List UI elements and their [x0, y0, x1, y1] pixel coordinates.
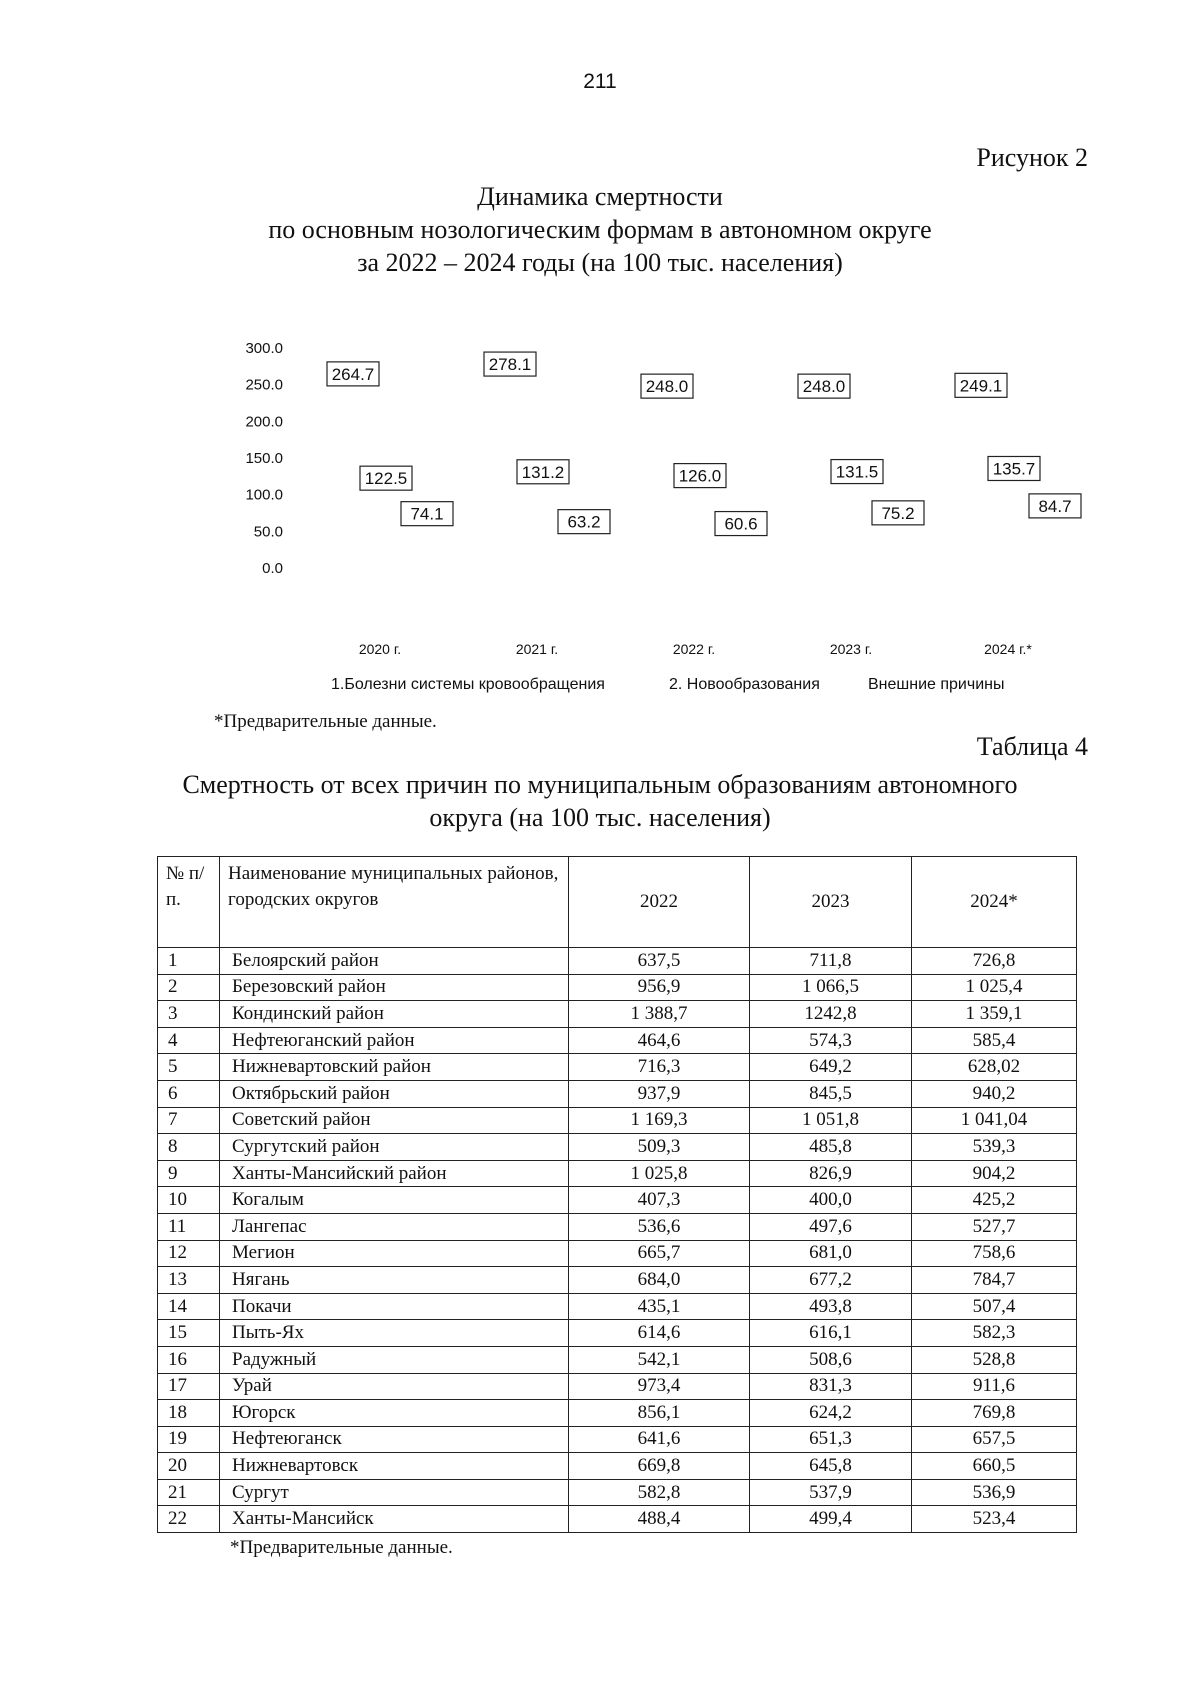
legend-entry: Внешние причины: [868, 676, 1005, 693]
value-2024: 527,7: [912, 1213, 1077, 1240]
row-number: 20: [158, 1453, 220, 1480]
page-number: 211: [583, 70, 617, 93]
y-tick-label: 150.0: [245, 450, 283, 467]
value-2023: 826,9: [750, 1160, 912, 1187]
value-2022: 669,8: [569, 1453, 750, 1480]
table-row: [158, 1027, 1077, 1054]
figure-label: Рисунок 2: [976, 143, 1088, 172]
row-number: 6: [158, 1080, 220, 1107]
value-2023: 485,8: [750, 1134, 912, 1161]
value-2023: 677,2: [750, 1267, 912, 1294]
y-axis: [245, 340, 283, 577]
data-label: 249.1: [959, 376, 1003, 396]
municipality-name: Пыть-Ях: [220, 1320, 569, 1347]
row-number: 13: [158, 1267, 220, 1294]
value-2024: 1 041,04: [912, 1107, 1077, 1134]
table-footnote: *Предварительные данные.: [230, 1537, 453, 1558]
table-row: [158, 1373, 1077, 1400]
mortality-chart: [0, 320, 1200, 700]
x-category-label: 2023 г.: [829, 641, 873, 657]
data-point: [715, 512, 767, 536]
data-point: [484, 352, 536, 376]
value-2022: 684,0: [569, 1267, 750, 1294]
table-row: [158, 1080, 1077, 1107]
x-category-label: 2021 г.: [515, 641, 559, 657]
value-2024: 904,2: [912, 1160, 1077, 1187]
value-2023: 574,3: [750, 1027, 912, 1054]
value-2023: 651,3: [750, 1426, 912, 1453]
table-row: [158, 1479, 1077, 1506]
municipality-name: Покачи: [220, 1293, 569, 1320]
value-2023: 497,6: [750, 1213, 912, 1240]
header-2022: 2022: [569, 857, 750, 948]
x-category-label: 2020 г.: [358, 641, 402, 657]
header-2024: 2024*: [912, 857, 1077, 948]
x-axis: [359, 641, 1033, 657]
value-2022: 582,8: [569, 1479, 750, 1506]
data-label: 126.0: [678, 466, 722, 486]
table-row: [158, 1506, 1077, 1533]
data-label: 248.0: [802, 377, 846, 397]
value-2023: 649,2: [750, 1054, 912, 1081]
value-2024: 1 025,4: [912, 974, 1077, 1001]
value-2024: 660,5: [912, 1453, 1077, 1480]
row-number: 17: [158, 1373, 220, 1400]
y-tick-label: 250.0: [245, 376, 283, 394]
municipality-name: Когалым: [220, 1187, 569, 1214]
value-2023: 645,8: [750, 1453, 912, 1480]
value-2022: 435,1: [569, 1293, 750, 1320]
legend-entry: 1.Болезни системы кровообращения: [331, 676, 605, 693]
value-2024: 585,4: [912, 1027, 1077, 1054]
value-2024: 758,6: [912, 1240, 1077, 1267]
value-2023: 711,8: [750, 948, 912, 975]
row-number: 19: [158, 1426, 220, 1453]
municipality-name: Березовский район: [220, 974, 569, 1001]
data-point: [798, 374, 850, 398]
value-2022: 509,3: [569, 1134, 750, 1161]
row-number: 4: [158, 1027, 220, 1054]
value-2023: 831,3: [750, 1373, 912, 1400]
data-point: [558, 510, 610, 534]
row-number: 12: [158, 1240, 220, 1267]
value-2024: 911,6: [912, 1373, 1077, 1400]
value-2022: 637,5: [569, 948, 750, 975]
mortality-table: [157, 856, 1077, 1533]
value-2024: 536,9: [912, 1479, 1077, 1506]
data-label: 74.1: [410, 504, 444, 524]
data-point: [1029, 494, 1081, 518]
table-row: [158, 1160, 1077, 1187]
value-2022: 956,9: [569, 974, 750, 1001]
value-2022: 973,4: [569, 1373, 750, 1400]
value-2024: 528,8: [912, 1346, 1077, 1373]
value-2022: 614,6: [569, 1320, 750, 1347]
value-2024: 940,2: [912, 1080, 1077, 1107]
value-2024: 582,3: [912, 1320, 1077, 1347]
data-label: 135.7: [992, 459, 1036, 479]
y-tick-label: 50.0: [253, 523, 283, 541]
data-point: [955, 373, 1007, 397]
data-point: [988, 456, 1040, 480]
row-number: 21: [158, 1479, 220, 1506]
table-row: [158, 1187, 1077, 1214]
value-2022: 937,9: [569, 1080, 750, 1107]
municipality-name: Нефтеюганск: [220, 1426, 569, 1453]
table-row: [158, 1453, 1077, 1480]
data-point: [401, 502, 453, 526]
table-row: [158, 1400, 1077, 1427]
row-number: 22: [158, 1506, 220, 1533]
data-point: [517, 460, 569, 484]
data-label: 131.5: [835, 462, 879, 482]
value-2024: 769,8: [912, 1400, 1077, 1427]
data-label: 248.0: [645, 377, 689, 397]
data-label: 60.6: [724, 514, 758, 534]
data-point: [641, 374, 693, 398]
table-row: [158, 1240, 1077, 1267]
value-2023: 400,0: [750, 1187, 912, 1214]
data-point: [360, 466, 412, 490]
value-2023: 508,6: [750, 1346, 912, 1373]
row-number: 3: [158, 1001, 220, 1028]
value-2024: 425,2: [912, 1187, 1077, 1214]
x-category-label: 2022 г.: [672, 641, 716, 657]
value-2023: 624,2: [750, 1400, 912, 1427]
chart-marks: [327, 352, 1081, 536]
data-point: [327, 362, 379, 386]
figure-footnote: *Предварительные данные.: [214, 711, 437, 732]
row-number: 7: [158, 1107, 220, 1134]
value-2024: 523,4: [912, 1506, 1077, 1533]
value-2024: 657,5: [912, 1426, 1077, 1453]
value-2022: 536,6: [569, 1213, 750, 1240]
data-point: [872, 501, 924, 525]
row-number: 9: [158, 1160, 220, 1187]
data-point: [831, 460, 883, 484]
header-2023: 2023: [750, 857, 912, 948]
y-tick-label: 300.0: [245, 340, 283, 357]
value-2023: 537,9: [750, 1479, 912, 1506]
value-2024: 628,02: [912, 1054, 1077, 1081]
municipality-name: Югорск: [220, 1400, 569, 1427]
x-category-label: 2024 г.*: [984, 641, 1032, 657]
value-2022: 464,6: [569, 1027, 750, 1054]
data-label: 75.2: [881, 503, 915, 523]
y-tick-label: 200.0: [245, 413, 283, 431]
table-row: [158, 1293, 1077, 1320]
value-2023: 1 066,5: [750, 974, 912, 1001]
municipality-name: Урай: [220, 1373, 569, 1400]
table-row: [158, 1054, 1077, 1081]
municipality-name: Нефтеюганский район: [220, 1027, 569, 1054]
value-2022: 665,7: [569, 1240, 750, 1267]
table-label: Таблица 4: [976, 732, 1088, 761]
table-row: [158, 1213, 1077, 1240]
data-label: 264.7: [331, 364, 375, 384]
table-header-row: [158, 857, 1077, 948]
municipality-name: Ханты-Мансийский район: [220, 1160, 569, 1187]
row-number: 10: [158, 1187, 220, 1214]
y-tick-label: 100.0: [245, 486, 283, 504]
row-number: 8: [158, 1134, 220, 1161]
row-number: 15: [158, 1320, 220, 1347]
data-label: 131.2: [521, 462, 565, 482]
value-2023: 1242,8: [750, 1001, 912, 1028]
table-title-line-2: округа (на 100 тыс. населения): [429, 803, 771, 832]
municipality-name: Ханты-Мансийск: [220, 1506, 569, 1533]
table-row: [158, 1107, 1077, 1134]
value-2022: 407,3: [569, 1187, 750, 1214]
municipality-name: Сургут: [220, 1479, 569, 1506]
municipality-name: Кондинский район: [220, 1001, 569, 1028]
value-2022: 1 169,3: [569, 1107, 750, 1134]
municipality-name: Лангепас: [220, 1213, 569, 1240]
row-number: 11: [158, 1213, 220, 1240]
value-2022: 542,1: [569, 1346, 750, 1373]
value-2024: 784,7: [912, 1267, 1077, 1294]
table-row: [158, 1001, 1077, 1028]
row-number: 18: [158, 1400, 220, 1427]
value-2022: 488,4: [569, 1506, 750, 1533]
municipality-name: Советский район: [220, 1107, 569, 1134]
municipality-name: Радужный: [220, 1346, 569, 1373]
data-label: 84.7: [1038, 496, 1072, 516]
value-2022: 856,1: [569, 1400, 750, 1427]
value-2023: 499,4: [750, 1506, 912, 1533]
table-row: [158, 1134, 1077, 1161]
value-2023: 493,8: [750, 1293, 912, 1320]
data-label: 122.5: [364, 469, 408, 489]
value-2023: 845,5: [750, 1080, 912, 1107]
header-num: № п/п.: [158, 857, 220, 948]
figure-title-line-1: Динамика смертности: [477, 182, 723, 211]
chart-legend: [331, 676, 1004, 693]
row-number: 16: [158, 1346, 220, 1373]
row-number: 2: [158, 974, 220, 1001]
row-number: 1: [158, 948, 220, 975]
value-2023: 1 051,8: [750, 1107, 912, 1134]
table-row: [158, 1426, 1077, 1453]
table-row: [158, 974, 1077, 1001]
legend-entry: 2. Новообразования: [669, 676, 820, 693]
value-2024: 507,4: [912, 1293, 1077, 1320]
municipality-name: Белоярский район: [220, 948, 569, 975]
row-number: 14: [158, 1293, 220, 1320]
row-number: 5: [158, 1054, 220, 1081]
value-2024: 1 359,1: [912, 1001, 1077, 1028]
table-row: [158, 1267, 1077, 1294]
table-title-line-1: Смертность от всех причин по муниципальным образованиям автономного: [182, 770, 1018, 799]
value-2023: 616,1: [750, 1320, 912, 1347]
table-body: [158, 948, 1077, 1533]
figure-title-line-3: за 2022 – 2024 годы (на 100 тыс. населения): [357, 248, 843, 277]
value-2022: 1 388,7: [569, 1001, 750, 1028]
table-row: [158, 1346, 1077, 1373]
y-tick-label: 0.0: [262, 560, 283, 577]
table-row: [158, 948, 1077, 975]
table-row: [158, 1320, 1077, 1347]
value-2022: 1 025,8: [569, 1160, 750, 1187]
municipality-name: Нягань: [220, 1267, 569, 1294]
value-2024: 726,8: [912, 948, 1077, 975]
value-2023: 681,0: [750, 1240, 912, 1267]
value-2024: 539,3: [912, 1134, 1077, 1161]
data-label: 278.1: [488, 355, 532, 375]
data-label: 63.2: [567, 512, 601, 532]
header-name: Наименование муниципальных районов, городских округов: [220, 857, 569, 948]
value-2022: 716,3: [569, 1054, 750, 1081]
municipality-name: Нижневартовск: [220, 1453, 569, 1480]
municipality-name: Нижневартовский район: [220, 1054, 569, 1081]
data-point: [674, 464, 726, 488]
municipality-name: Сургутский район: [220, 1134, 569, 1161]
value-2022: 641,6: [569, 1426, 750, 1453]
municipality-name: Октябрьский район: [220, 1080, 569, 1107]
figure-title-line-2: по основным нозологическим формам в автономном округе: [268, 215, 932, 244]
municipality-name: Мегион: [220, 1240, 569, 1267]
